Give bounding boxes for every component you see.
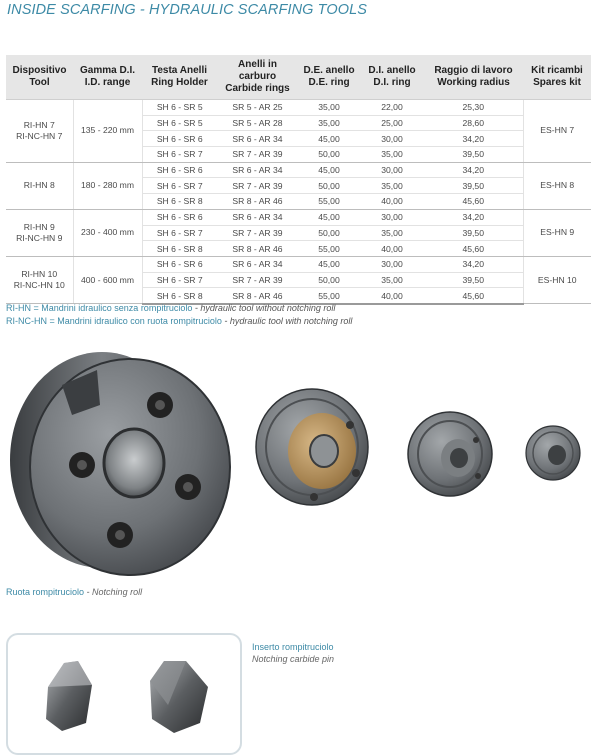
ring-holder-cell: SH 6 - SR 5: [142, 115, 217, 131]
page-title: INSIDE SCARFING - HYDRAULIC SCARFING TOOLS: [7, 2, 368, 18]
tool-cell: RI-HN 8: [6, 162, 73, 209]
carbide-ring-cell: SR 8 - AR 46: [217, 288, 298, 304]
header-di-ring: D.I. anello D.I. ring: [360, 55, 424, 100]
tool-cell: RI-HN 10 RI-NC-HN 10: [6, 256, 73, 304]
di-ring-cell: 25,00: [360, 115, 424, 131]
header-tool: Dispositivo Tool: [6, 55, 73, 100]
spares-kit-cell: ES-HN 7: [523, 100, 591, 163]
hydraulic-tool-large-image: [252, 385, 372, 510]
working-radius-cell: 34,20: [424, 131, 523, 147]
working-radius-cell: 39,50: [424, 147, 523, 163]
tool-cell: RI-HN 7 RI-NC-HN 7: [6, 100, 73, 163]
ring-holder-cell: SH 6 - SR 8: [142, 288, 217, 304]
di-ring-cell: 40,00: [360, 241, 424, 257]
legend-ri-nc-hn: RI-NC-HN = Mandrini idraulico con ruota rompitruciolo - hydraulic tool with notching roll: [6, 316, 353, 326]
di-ring-cell: 35,00: [360, 225, 424, 241]
notching-roll-image: [2, 345, 242, 580]
working-radius-cell: 34,20: [424, 209, 523, 225]
id-range-cell: 400 - 600 mm: [73, 256, 142, 304]
carbide-ring-cell: SR 7 - AR 39: [217, 225, 298, 241]
de-ring-cell: 45,00: [298, 131, 360, 147]
legend-ri-hn: RI-HN = Mandrini idraulico senza rompitruciolo - hydraulic tool without notching roll: [6, 303, 336, 313]
working-radius-cell: 45,60: [424, 194, 523, 210]
carbide-ring-cell: SR 8 - AR 46: [217, 241, 298, 257]
de-ring-cell: 50,00: [298, 225, 360, 241]
ring-holder-cell: SH 6 - SR 7: [142, 225, 217, 241]
carbide-ring-cell: SR 6 - AR 34: [217, 209, 298, 225]
di-ring-cell: 35,00: [360, 272, 424, 288]
working-radius-cell: 45,60: [424, 241, 523, 257]
table-row: [6, 162, 591, 178]
di-ring-cell: 30,00: [360, 162, 424, 178]
di-ring-cell: 35,00: [360, 178, 424, 194]
de-ring-cell: 50,00: [298, 147, 360, 163]
ring-holder-cell: SH 6 - SR 8: [142, 194, 217, 210]
carbide-ring-cell: SR 6 - AR 34: [217, 131, 298, 147]
header-spares-kit: Kit ricambi Spares kit: [523, 55, 591, 100]
ring-holder-cell: SH 6 - SR 7: [142, 272, 217, 288]
spares-kit-cell: ES-HN 9: [523, 209, 591, 256]
de-ring-cell: 45,00: [298, 162, 360, 178]
id-range-cell: 135 - 220 mm: [73, 100, 142, 163]
working-radius-cell: 28,60: [424, 115, 523, 131]
spec-table: [6, 55, 591, 305]
id-range-cell: 180 - 280 mm: [73, 162, 142, 209]
di-ring-cell: 22,00: [360, 100, 424, 116]
di-ring-cell: 30,00: [360, 131, 424, 147]
di-ring-cell: 35,00: [360, 147, 424, 163]
notching-roll-caption: Ruota rompitruciolo - Notching roll: [6, 587, 143, 597]
working-radius-cell: 39,50: [424, 272, 523, 288]
header-carbide-rings: Anelli in carburo Carbide rings: [217, 55, 298, 100]
de-ring-cell: 45,00: [298, 209, 360, 225]
carbide-ring-cell: SR 7 - AR 39: [217, 272, 298, 288]
ring-holder-cell: SH 6 - SR 6: [142, 162, 217, 178]
id-range-cell: 230 - 400 mm: [73, 209, 142, 256]
table-row: [6, 256, 591, 272]
header-working-radius: Raggio di lavoro Working radius: [424, 55, 523, 100]
hydraulic-tool-small-image: [524, 424, 584, 482]
carbide-ring-cell: SR 5 - AR 28: [217, 115, 298, 131]
de-ring-cell: 50,00: [298, 272, 360, 288]
di-ring-cell: 30,00: [360, 209, 424, 225]
de-ring-cell: 50,00: [298, 178, 360, 194]
carbide-ring-cell: SR 7 - AR 39: [217, 147, 298, 163]
ring-holder-cell: SH 6 - SR 7: [142, 178, 217, 194]
de-ring-cell: 35,00: [298, 115, 360, 131]
di-ring-cell: 40,00: [360, 194, 424, 210]
carbide-ring-cell: SR 5 - AR 25: [217, 100, 298, 116]
notching-pin-caption: Inserto rompitruciolo Notching carbide pin: [252, 642, 335, 664]
table-row: [6, 209, 591, 225]
ring-holder-cell: SH 6 - SR 6: [142, 256, 217, 272]
working-radius-cell: 39,50: [424, 225, 523, 241]
carbide-ring-cell: SR 7 - AR 39: [217, 178, 298, 194]
hydraulic-tool-medium-image: [406, 410, 498, 498]
carbide-ring-cell: SR 6 - AR 34: [217, 256, 298, 272]
working-radius-cell: 34,20: [424, 256, 523, 272]
carbide-ring-cell: SR 6 - AR 34: [217, 162, 298, 178]
working-radius-cell: 34,20: [424, 162, 523, 178]
working-radius-cell: 25,30: [424, 100, 523, 116]
working-radius-cell: 45,60: [424, 288, 523, 304]
ring-holder-cell: SH 6 - SR 5: [142, 100, 217, 116]
ring-holder-cell: SH 6 - SR 6: [142, 131, 217, 147]
spares-kit-cell: ES-HN 10: [523, 256, 591, 304]
di-ring-cell: 40,00: [360, 288, 424, 304]
di-ring-cell: 30,00: [360, 256, 424, 272]
header-ring-holder: Testa Anelli Ring Holder: [142, 55, 217, 100]
de-ring-cell: 35,00: [298, 100, 360, 116]
table-row: [6, 100, 591, 116]
notching-pin-image: [8, 635, 236, 749]
de-ring-cell: 55,00: [298, 194, 360, 210]
ring-holder-cell: SH 6 - SR 8: [142, 241, 217, 257]
tool-cell: RI-HN 9 RI-NC-HN 9: [6, 209, 73, 256]
header-id-range: Gamma D.I. I.D. range: [73, 55, 142, 100]
de-ring-cell: 45,00: [298, 256, 360, 272]
de-ring-cell: 55,00: [298, 288, 360, 304]
spares-kit-cell: ES-HN 8: [523, 162, 591, 209]
ring-holder-cell: SH 6 - SR 6: [142, 209, 217, 225]
working-radius-cell: 39,50: [424, 178, 523, 194]
ring-holder-cell: SH 6 - SR 7: [142, 147, 217, 163]
de-ring-cell: 55,00: [298, 241, 360, 257]
carbide-ring-cell: SR 8 - AR 46: [217, 194, 298, 210]
table-header-row: [6, 55, 591, 100]
header-de-ring: D.E. anello D.E. ring: [298, 55, 360, 100]
notching-pin-box: [6, 633, 242, 755]
